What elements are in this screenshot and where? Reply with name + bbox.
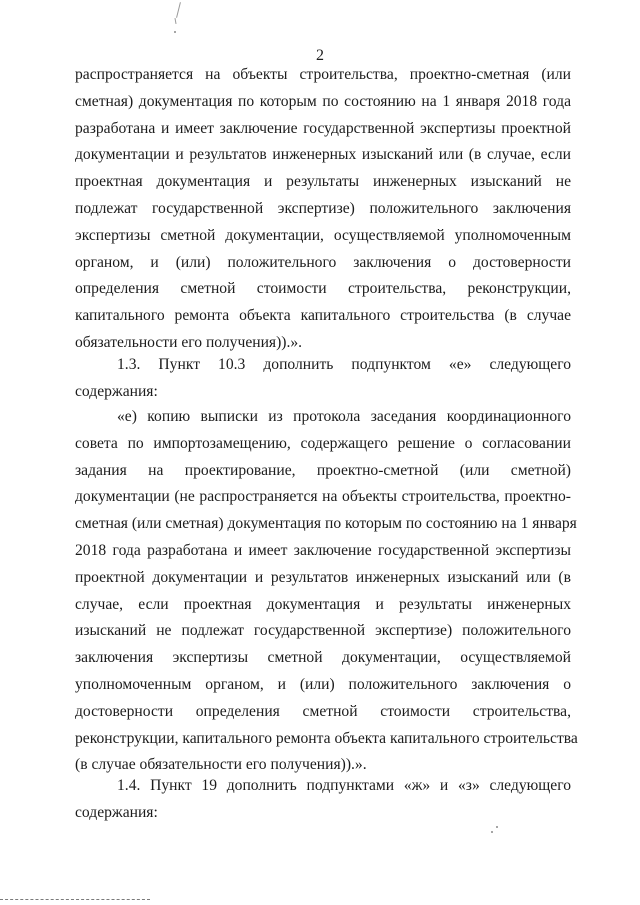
- text-line: распространяется на объекты строительства, проектно-сметная (или: [75, 66, 571, 83]
- text-line: 2018 года разработана и имеет заключение государственной экспертизы: [75, 541, 571, 559]
- text-line: «е) копию выписки из протокола заседания координационного: [117, 408, 571, 425]
- paragraph-continuation: [75, 62, 571, 357]
- text-line: документации (не распространяется на объекты строительства, проектно-: [75, 488, 571, 506]
- scan-artifact-mark: [174, 18, 176, 24]
- scan-artifact-dot: [491, 831, 493, 833]
- text-line: 1.3. Пункт 10.3 дополнить подпунктом «е» следующего: [117, 356, 571, 373]
- text-line: обязательности его получения)).».: [75, 333, 303, 351]
- paragraph-item-1-3: [75, 352, 571, 406]
- text-line: сметная) документация по которым по состоянию на 1 января 2018 года: [75, 92, 571, 110]
- text-line: проектной документации и результатов инженерных изысканий или (в: [75, 568, 571, 586]
- text-line: экспертизы сметной документации, осуществляемой уполномоченным: [75, 226, 571, 244]
- scan-artifact-dot: [174, 31, 176, 33]
- text-line: органом, и (или) положительного заключения о достоверности: [75, 253, 571, 271]
- text-line: изысканий не подлежат государственной экспертизе) положительного: [75, 622, 571, 640]
- text-line: заключения экспертизы сметной документации, осуществляемой: [75, 649, 571, 667]
- text-line: совета по импортозамещению, содержащего решение о согласовании: [75, 434, 571, 452]
- scan-artifact-mark: [176, 2, 181, 18]
- text-line: сметная (или сметная) документация по которым по состоянию на 1 января: [75, 515, 577, 533]
- text-line: подлежат государственной экспертизе) положительного заключения: [75, 199, 571, 217]
- text-line: достоверности определения сметной стоимости строительства,: [75, 702, 571, 720]
- text-line: проектная документация и результаты инженерных изысканий не: [75, 173, 571, 191]
- scan-artifact-rule: [0, 899, 150, 901]
- text-line: определения сметной стоимости строительства, реконструкции,: [75, 280, 571, 298]
- text-line: реконструкции, капитального ремонта объекта капитального строительства: [75, 729, 578, 747]
- text-line: задания на проектирование, проектно-сметной (или сметной): [75, 461, 571, 479]
- page-number: 2: [316, 47, 324, 64]
- text-line: документации и результатов инженерных изысканий или (в случае, если: [75, 146, 571, 164]
- text-line: уполномоченным органом, и (или) положительного заключения о: [75, 675, 571, 693]
- paragraph-item-1-4: [75, 773, 571, 827]
- paragraph-subitem-e: [75, 404, 578, 779]
- text-line: (в случае обязательности его получения)).».: [75, 756, 367, 774]
- text-line: содержания:: [75, 803, 158, 821]
- text-line: капитального ремонта объекта капитального строительства (в случае: [75, 307, 571, 325]
- text-line: разработана и имеет заключение государственной экспертизы проектной: [75, 119, 571, 137]
- text-line: содержания:: [75, 382, 158, 400]
- text-line: 1.4. Пункт 19 дополнить подпунктами «ж» и «з» следующего: [117, 777, 571, 794]
- text-line: случае, если проектная документация и результаты инженерных: [75, 595, 571, 613]
